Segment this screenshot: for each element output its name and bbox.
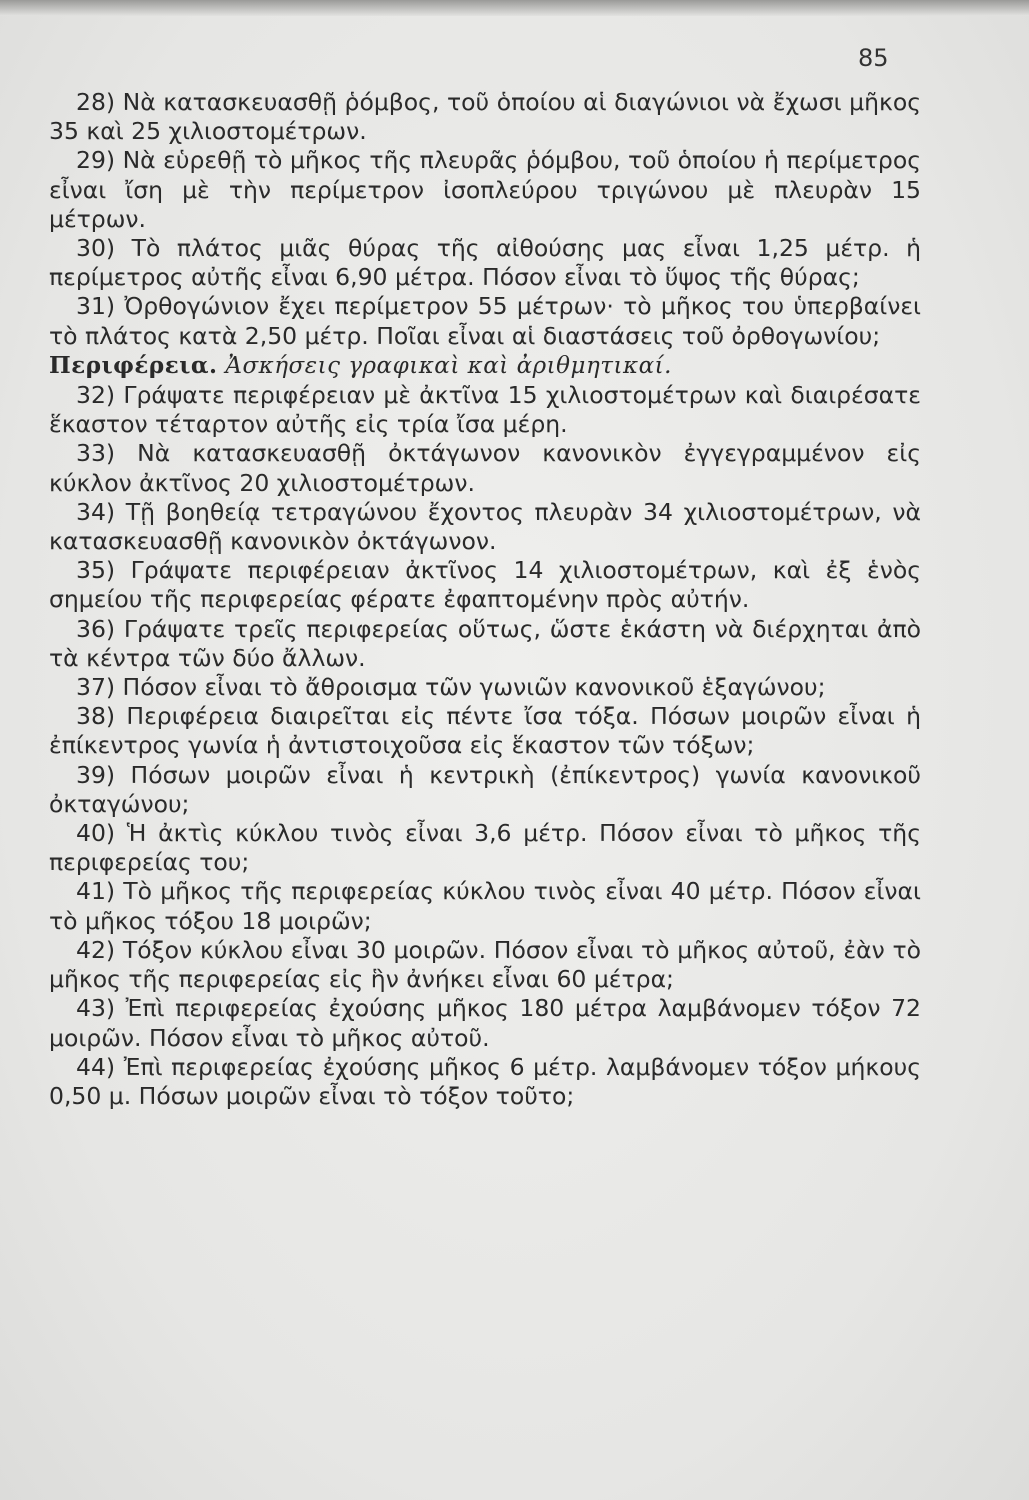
exercise-44: 44) Ἐπὶ περιφερείας ἐχούσης μῆκος 6 μέτρ. λαμβάνομεν τόξον μήκους 0,50 μ. Πόσων μοιρῶν εἶναι τὸ τόξον τοῦτο;: [49, 1052, 921, 1110]
page-top-shadow: [0, 0, 1029, 16]
section-heading: [49, 351, 921, 381]
exercise-36: 36) Γράψατε τρεῖς περιφερείας οὕτως, ὥστε ἑκάστη νὰ διέρχηται ἀπὸ τὰ κέντρα τῶν δύο ἄλλων.: [49, 614, 921, 672]
exercise-30: 30) Τὸ πλάτος μιᾶς θύρας τῆς αἰθούσης μας εἶναι 1,25 μέτρ. ἡ περίμετρος αὐτῆς εἶναι 6,90 μέτρα. Πόσον εἶναι τὸ ὕψος τῆς θύρας;: [49, 234, 921, 292]
section-heading-label: Ἀσκήσεις γραφικαὶ καὶ ἀριθμητικαί.: [225, 352, 672, 379]
exercise-31: 31) Ὀρθογώνιον ἔχει περίμετρον 55 μέτρων· τὸ μῆκος του ὑπερβαίνει τὸ πλάτος κατὰ 2,50 μέτρ. Ποῖαι εἶναι αἱ διαστάσεις τοῦ ὀρθογωνίου;: [49, 292, 921, 350]
exercise-43: 43) Ἐπὶ περιφερείας ἐχούσης μῆκος 180 μέτρα λαμβάνομεν τόξον 72 μοιρῶν. Πόσον εἶναι τὸ μῆκος αὐτοῦ.: [49, 994, 921, 1052]
page-number: 85: [858, 44, 889, 72]
exercise-35: 35) Γράψατε περιφέρειαν ἀκτῖνος 14 χιλιοστομέτρων, καὶ ἐξ ἑνὸς σημείου τῆς περιφερείας φέρατε ἐφαπτομένην πρὸς αὐτήν.: [49, 556, 921, 614]
exercise-37: 37) Πόσον εἶναι τὸ ἄθροισμα τῶν γωνιῶν κανονικοῦ ἑξαγώνου;: [76, 673, 826, 702]
exercise-28: 28) Νὰ κατασκευασθῇ ῥόμβος, τοῦ ὁποίου αἱ διαγώνιοι νὰ ἔχωσι μῆκος 35 καὶ 25 χιλιοστομέτρων.: [49, 88, 921, 146]
exercise-42: 42) Τόξον κύκλου εἶναι 30 μοιρῶν. Πόσον εἶναι τὸ μῆκος αὐτοῦ, ἐὰν τὸ μῆκος τῆς περιφερείας εἰς ἣν ἀνήκει εἶναι 60 μέτρα;: [49, 935, 921, 994]
exercise-39: 39) Πόσων μοιρῶν εἶναι ἡ κεντρικὴ (ἐπίκεντρος) γωνία κανονικοῦ ὀκταγώνου;: [49, 760, 921, 818]
exercise-38: 38) Περιφέρεια διαιρεῖται εἰς πέντε ἴσα τόξα. Πόσων μοιρῶν εἶναι ἡ ἐπίκεντρος γωνία ἡ ἀντιστοιχοῦσα εἰς ἕκαστον τῶν τόξων;: [49, 702, 921, 760]
exercise-41: 41) Τὸ μῆκος τῆς περιφερείας κύκλου τινὸς εἶναι 40 μέτρ. Πόσον εἶναι τὸ μῆκος τόξου 18 μοιρῶν;: [49, 877, 921, 935]
section-heading-lead: Περιφέρεια.: [49, 351, 218, 379]
exercise-34: 34) Τῇ βοηθείᾳ τετραγώνου ἔχοντος πλευρὰν 34 χιλιοστομέτρων, νὰ κατασκευασθῇ κανονικὸν ὀκτάγωνον.: [49, 497, 921, 556]
page-content: [49, 88, 921, 1111]
exercise-29: 29) Νὰ εὑρεθῇ τὸ μῆκος τῆς πλευρᾶς ῥόμβου, τοῦ ὁποίου ἡ περίμετρος εἶναι ἴση μὲ τὴν περίμετρον ἰσοπλεύρου τριγώνου μὲ πλευρὰν 15 μέτρων.: [49, 146, 921, 233]
exercise-33: 33) Νὰ κατασκευασθῇ ὀκτάγωνον κανονικὸν ἐγγεγραμμένον εἰς κύκλον ἀκτῖνος 20 χιλιοστομέτρων.: [49, 439, 921, 497]
exercise-32: 32) Γράψατε περιφέρειαν μὲ ἀκτῖνα 15 χιλιοστομέτρων καὶ διαιρέσατε ἕκαστον τέταρτον αὐτῆς εἰς τρία ἴσα μέρη.: [49, 381, 921, 439]
exercise-40: 40) Ἡ ἀκτὶς κύκλου τινὸς εἶναι 3,6 μέτρ. Πόσον εἶναι τὸ μῆκος τῆς περιφερείας του;: [49, 819, 921, 877]
